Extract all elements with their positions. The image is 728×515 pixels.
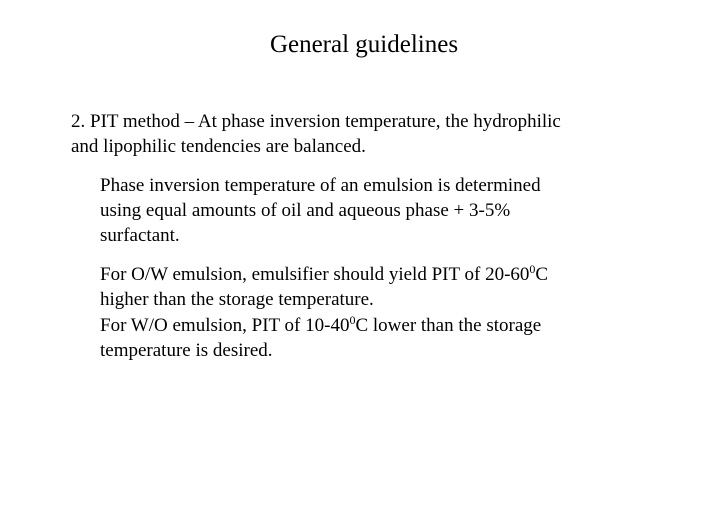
superscript: 0 [529,262,536,276]
text-segment: C lower than the storage [355,315,542,336]
text-segment: For O/W emulsion, emulsifier should yield PIT of 20-60 [100,264,530,285]
superscript: 0 [349,313,356,327]
slide-body [71,109,671,363]
paragraph-wo-emulsion [71,313,671,363]
text-line: using equal amounts of oil and aqueous phase + 3-5% [100,200,511,221]
text-line: 2. PIT method – At phase inversion temperature, the hydrophilic [71,111,561,132]
text-segment: For W/O emulsion, PIT of 10-40 [100,315,350,336]
text-line [100,262,671,287]
text-line [100,313,671,338]
slide-title: General guidelines [269,31,459,58]
paragraph-ow-emulsion [71,262,671,312]
text-line: surfactant. [100,225,180,246]
paragraph-pit-method [71,109,671,159]
text-line: temperature is desired. [100,340,273,361]
text-line: and lipophilic tendencies are balanced. [71,136,366,157]
paragraph-phase-inversion [71,173,671,248]
text-segment: C [535,264,549,285]
text-line: higher than the storage temperature. [100,289,374,310]
text-line: Phase inversion temperature of an emulsion is determined [100,175,541,196]
